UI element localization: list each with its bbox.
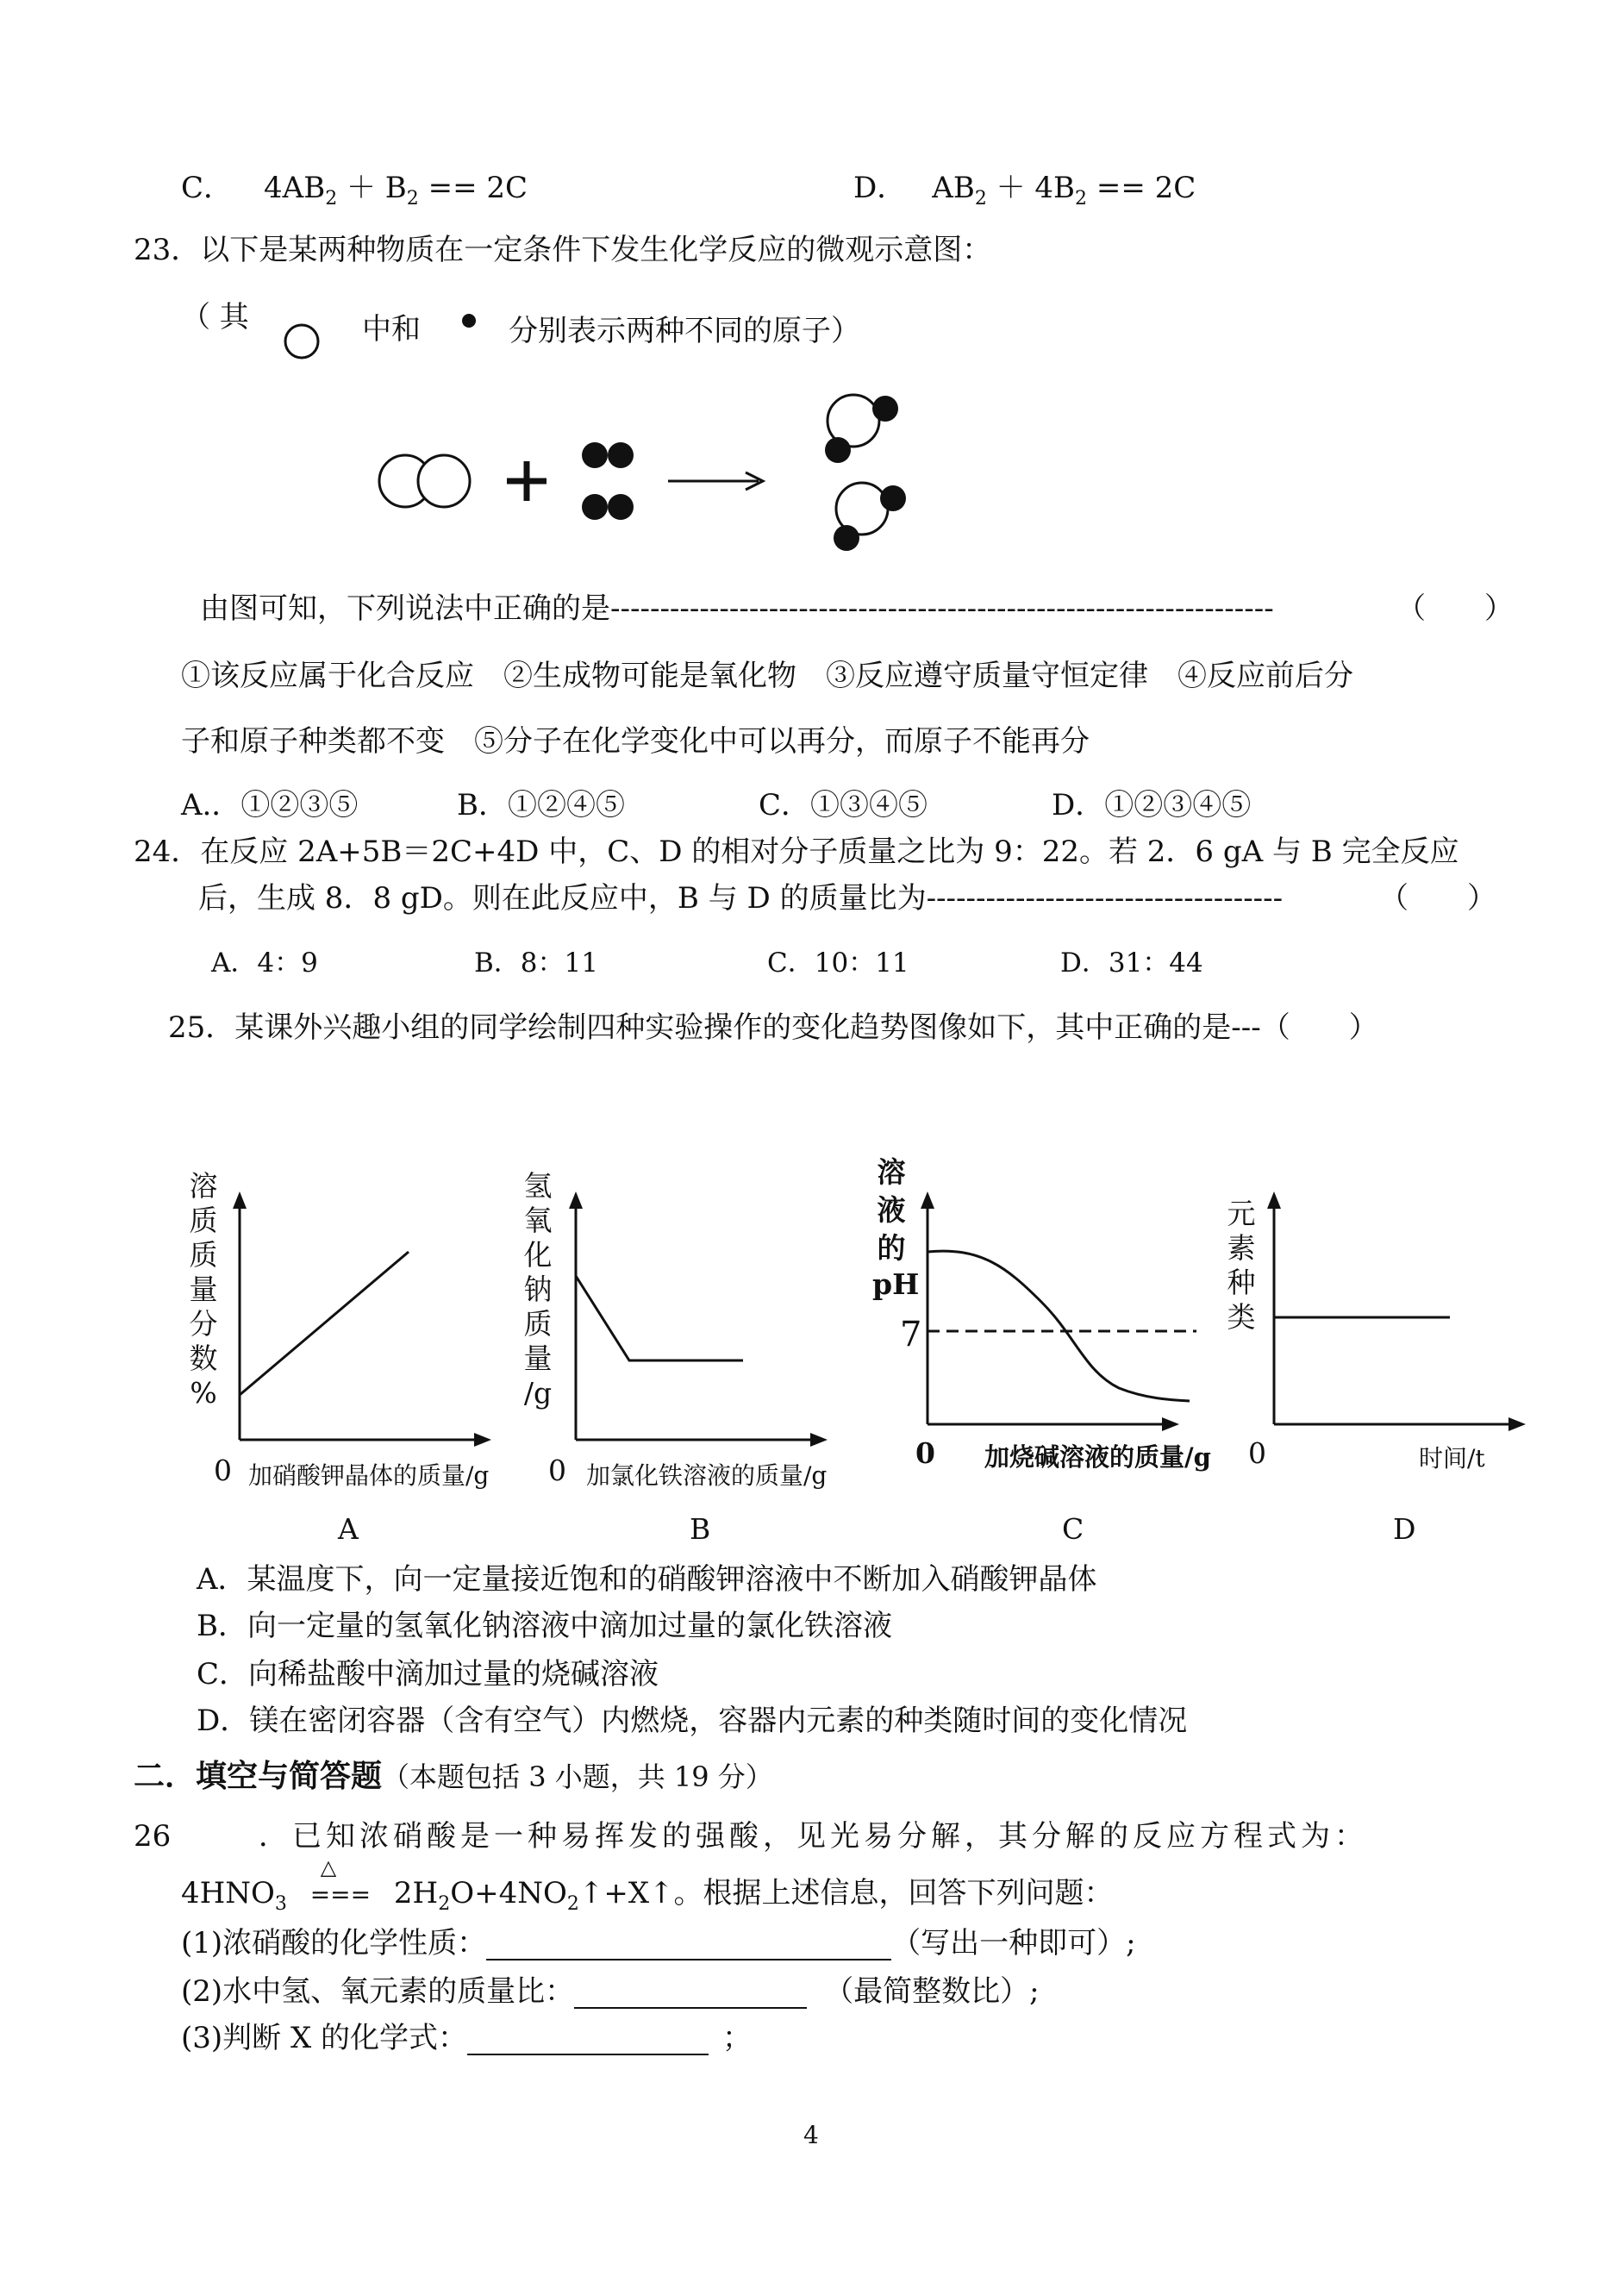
graph-a-ylabel-1: 质 <box>189 1204 218 1237</box>
section-2-heading <box>134 1759 773 1794</box>
q25-option-d: D．镁在密闭容器（含有空气）内燃烧，容器内元素的种类随时间的变化情况 <box>197 1704 1188 1738</box>
q23-prompt: 由图可知，下列说法中正确的是------------------------------------------------------------------- <box>200 591 1274 626</box>
answer-blank-1[interactable] <box>486 1933 891 1960</box>
graph-c-ylabel-2: 的 <box>877 1231 906 1265</box>
reaction-diagram <box>345 379 948 569</box>
reaction-arrow-equals: === <box>309 1880 372 1909</box>
graph-c-curve <box>928 1251 1190 1401</box>
graph-a-letter: A <box>338 1512 359 1546</box>
graph-d-ylabel-1: 素 <box>1227 1231 1256 1265</box>
q23-legend-post: 分别表示两种不同的原子） <box>509 314 860 348</box>
reactant-white-molecule <box>379 455 470 507</box>
page-number: 4 <box>803 2121 819 2149</box>
section-2-note: （本题包括 3 小题，共 19 分） <box>382 1760 773 1793</box>
graph-a-ylabel-4: 分 <box>189 1307 218 1341</box>
reaction-arrow <box>668 472 763 490</box>
graph-b-ylabel-4: 质 <box>523 1307 553 1341</box>
q25-option-a: A．某温度下，向一定量接近饱和的硝酸钾溶液中不断加入硝酸钾晶体 <box>197 1562 1097 1597</box>
graph-d-letter: D <box>1393 1512 1416 1546</box>
graph-d-ylabel-0: 元 <box>1227 1197 1256 1230</box>
graph-c-xlabel: 加烧碱溶液的质量/g <box>984 1442 1211 1472</box>
q23-statements-1: ①该反应属于化合反应 ②生成物可能是氧化物 ③反应遵守质量守恒定律 ④反应前后分 <box>181 659 1353 693</box>
graph-a-ylabel-5: 数 <box>189 1341 218 1375</box>
q23-option-a: A.．①②③⑤ <box>181 788 359 822</box>
graph-d-ylabel-3: 类 <box>1227 1300 1256 1334</box>
graph-b-ylabel-1: 氧 <box>523 1204 553 1237</box>
q24-line2: 后，生成 8．8 gD。则在此反应中，B 与 D 的质量比为------------------------------------ <box>198 881 1284 916</box>
graph-a-ylabel-3: 量 <box>189 1273 218 1306</box>
q26-sub2: (2)水中氢、氧元素的质量比： （最简整数比）; <box>181 1974 1040 2009</box>
white-atom-icon <box>283 322 321 360</box>
black-atom-icon <box>460 312 478 329</box>
q23-legend-mid: 中和 <box>362 312 421 347</box>
graph-b-ylabel-0: 氢 <box>523 1169 553 1203</box>
q26-number: 26 <box>134 1819 172 1854</box>
graph-d-ylabel-2: 种 <box>1227 1266 1256 1299</box>
heat-condition: △ <box>320 1855 337 1879</box>
q26-sub1: (1)浓硝酸的化学性质： （写出一种即可）; <box>181 1926 1136 1960</box>
answer-blank-3[interactable] <box>467 2028 709 2055</box>
graph-c-ylabel-1: 液 <box>877 1193 906 1227</box>
graph-b-ylabel-2: 化 <box>523 1238 553 1272</box>
q23-answer-paren: （ ） <box>1396 591 1514 626</box>
graph-a-origin: 0 <box>214 1454 232 1487</box>
graph-b-line <box>576 1276 743 1360</box>
graph-c-ylabel-0: 溶 <box>877 1155 906 1189</box>
q24-option-c: C．10：11 <box>767 947 909 979</box>
plus-sign <box>507 461 547 501</box>
graph-c-letter: C <box>1062 1512 1084 1546</box>
graph-a-line <box>240 1252 409 1395</box>
q26-equation: $4HNO_3$ △ === $2H_2O+4NO_2↑+X↑$。根据上述信息，回答下列问题： <box>181 1876 1114 1922</box>
graph-c-plot <box>912 1190 1188 1448</box>
q25-option-b: B．向一定量的氢氧化钠溶液中滴加过量的氯化铁溶液 <box>197 1609 892 1643</box>
graph-a-plot <box>224 1190 500 1448</box>
q25-option-c: C．向稀盐酸中滴加过量的烧碱溶液 <box>197 1657 659 1692</box>
section-2-title: 二．填空与简答题 <box>134 1758 383 1794</box>
graph-b-ylabel-3: 钠 <box>523 1273 553 1306</box>
q26-sub3: (3)判断 X 的化学式： ； <box>181 2021 752 2055</box>
graph-a-ylabel-0: 溶 <box>189 1169 218 1203</box>
graph-c-ref-label: 7 <box>900 1315 922 1354</box>
graph-b-plot <box>560 1190 836 1448</box>
q23-legend-pre: （ 其 <box>181 300 249 335</box>
q23-stem: 23．以下是某两种物质在一定条件下发生化学反应的微观示意图： <box>134 233 992 267</box>
q24-line1: 24．在反应 2A+5B＝2C+4D 中，C、D 的相对分子质量之比为 9：22。若 2．6 gA 与 B 完全反应 <box>134 835 1459 869</box>
q23-option-d: D．①②③④⑤ <box>1052 788 1252 822</box>
answer-blank-2[interactable] <box>574 1981 807 2009</box>
graph-b-origin: 0 <box>548 1454 566 1487</box>
q25-stem: 25．某课外兴趣小组的同学绘制四种实验操作的变化趋势图像如下，其中正确的是---（ ） <box>168 1010 1378 1045</box>
q24-answer-paren: （ ） <box>1379 881 1496 916</box>
graph-d-origin: 0 <box>1248 1436 1266 1470</box>
prev-option-c: C． $4AB_2 + B_2 == 2C$ <box>181 171 528 209</box>
graph-b-xlabel: 加氯化铁溶液的质量/g <box>586 1461 828 1490</box>
graph-c-ylabel-3: pH <box>872 1267 920 1301</box>
q24-option-b: B．8：11 <box>474 947 598 979</box>
graph-a-ylabel-2: 质 <box>189 1238 218 1272</box>
q23-statements-2: 子和原子种类都不变 ⑤分子在化学变化中可以再分，而原子不能再分 <box>181 724 1090 759</box>
graph-a-xlabel: 加硝酸钾晶体的质量/g <box>248 1461 490 1490</box>
reactant-black-molecules <box>582 442 634 520</box>
graph-d-xlabel: 时间/t <box>1419 1444 1485 1473</box>
prev-option-d: D． $AB_2 + 4B_2 == 2C$ <box>853 171 1196 209</box>
q26-line1: ．已知浓硝酸是一种易挥发的强酸，见光易分解，其分解的反应方程式为： <box>259 1819 1368 1854</box>
q23-option-b: B．①②④⑤ <box>457 788 625 822</box>
graph-b-letter: B <box>690 1512 711 1546</box>
graph-a-ylabel-6: % <box>190 1376 217 1410</box>
product-molecule-2 <box>834 483 906 551</box>
product-molecule-1 <box>825 395 898 463</box>
graph-b-ylabel-5: 量 <box>523 1341 553 1375</box>
graph-c-origin: 0 <box>915 1436 935 1470</box>
graph-b-ylabel-6: /g <box>523 1376 553 1410</box>
q23-option-c: C．①③④⑤ <box>759 788 928 822</box>
q24-option-a: A．4：9 <box>211 947 318 979</box>
graph-d-plot <box>1259 1190 1534 1448</box>
q24-option-d: D．31：44 <box>1060 947 1203 979</box>
